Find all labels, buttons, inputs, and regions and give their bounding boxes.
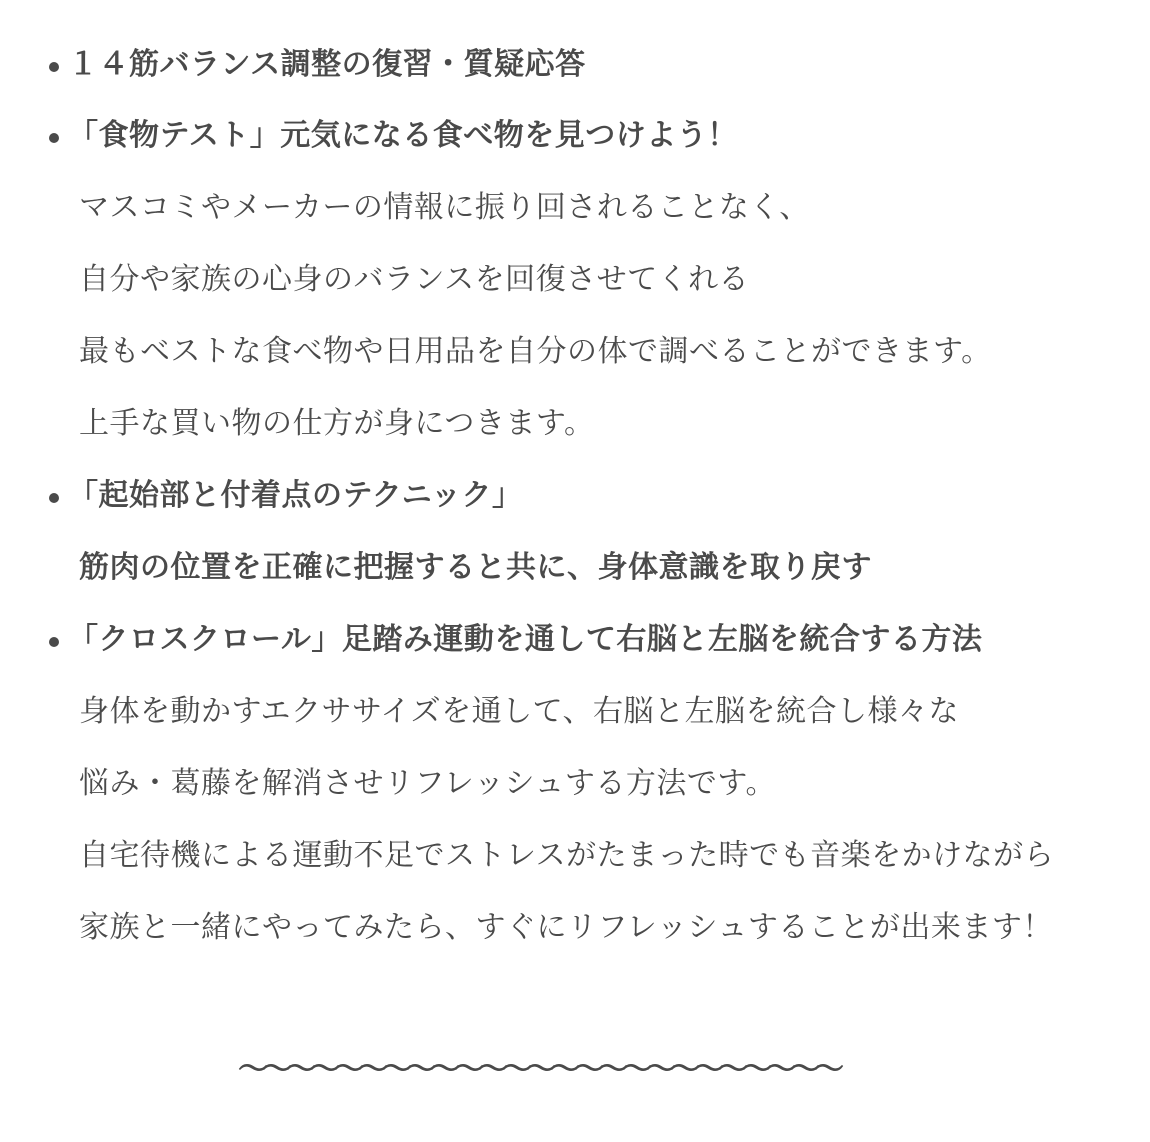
bullet-icon [49,62,59,72]
wave-divider: 〜〜〜〜〜〜〜〜〜〜〜〜〜〜〜〜〜〜〜〜〜〜〜〜〜 [238,1052,838,1087]
bullet-icon [49,133,59,143]
item-body-line: 筋肉の位置を正確に把握すると共に、身体意識を取り戻す [79,550,872,585]
item-body-line: 家族と一緒にやってみたら、すぐにリフレッシュすることが出来ます！ [79,910,1053,945]
item-body-line: 身体を動かすエクササイズを通して、右脳と左脳を統合し様々な [79,694,959,729]
item-body-line: 最もベストな食べ物や日用品を自分の体で調べることができます。 [79,334,992,369]
item-body-line: 自宅待機による運動不足でストレスがたまった時でも音楽をかけながら [79,838,1055,873]
item-heading: 「起始部と付着点のテクニック」 [68,478,523,513]
item-heading: 「食物テスト」元気になる食べ物を見つけよう！ [68,118,738,153]
item-body-line: マスコミやメーカーの情報に振り回されることなく、 [79,190,810,225]
item-body-line: 自分や家族の心身のバランスを回復させてくれる [79,262,750,297]
item-body-line: 悩み・葛藤を解消させリフレッシュする方法です。 [79,766,776,801]
item-heading: １４筋バランス調整の復習・質疑応答 [68,47,586,82]
item-heading: 「クロスクロール」足踏み運動を通して右脳と左脳を統合する方法 [68,622,983,657]
bullet-icon [49,493,59,503]
item-body-line: 上手な買い物の仕方が身につきます。 [79,406,595,441]
bullet-icon [49,637,59,647]
